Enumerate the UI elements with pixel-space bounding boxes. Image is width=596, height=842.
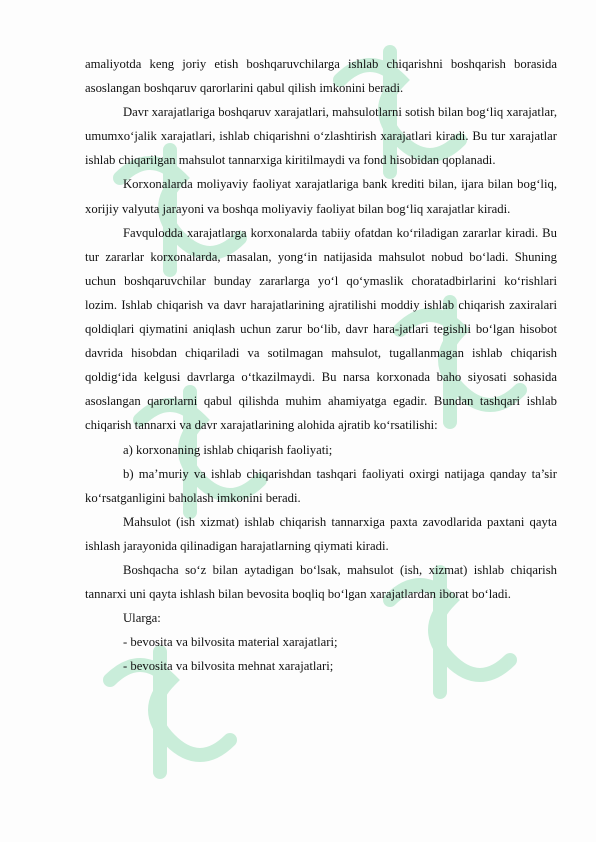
paragraph-5: a) korxonaning ishlab chiqarish faoliyati; bbox=[123, 442, 333, 457]
paragraph-9: Ularga: bbox=[123, 611, 161, 626]
paragraph-1: amaliyotda keng joriy etish boshqaruvchilarga ishlab chiqarishni boshqarish borasida asoslangan boshqaruv qarorlarini qabul qilish imkonini beradi. bbox=[85, 57, 557, 96]
paragraph-2: Davr xarajatlariga boshqaruv xarajatlari, mahsulotlarni sotish bilan bog‘liq xarajatlar, umumxo‘jalik xarajatlari, ishlab chiqarishni o‘zlashtirish xarajatlari kiradi. Bu tur xarajatlar ishlab chiqarilgan mahsulot tannarxiga kiritilmaydi va fond hisobidan qoplanadi. bbox=[85, 105, 557, 168]
paragraph-6: b) ma’muriy va ishlab chiqarishdan tashqari faoliyati oxirgi natijaga qanday ta’sir ko‘rsatganligini baholash imkonini beradi. bbox=[85, 466, 557, 505]
paragraph-3: Korxonalarda moliyaviy faoliyat xarajatlariga bank krediti bilan, ijara bilan bog‘liq, xorijiy valyuta jarayoni va boshqa moliyaviy faoliyat bilan bog‘liq xarajatlar kiradi. bbox=[85, 177, 557, 216]
bullet-list bbox=[85, 630, 557, 678]
paragraph-7: Mahsulot (ish xizmat) ishlab chiqarish tannarxiga paxta zavodlarida paxtani qayta ishlash jarayonida qilinadigan harajatlarning qiymati kiradi. bbox=[85, 514, 557, 553]
paragraph-4: Favqulodda xarajatlarga korxonalarda tabiiy ofatdan ko‘riladigan zararlar kiradi. Bu tur zararlar korxonalarda, masalan, yong‘in natijasida mahsulot nobud bo‘ladi. Shuning uchun boshqaruvchilar bunday zararlarga yo‘l qo‘ymaslik choratadbirlarini ko‘rishlari lozim. Ishlab chiqarish va davr harajatlarining ajratilishi moddiy ishlab chiqarish zaxiralari qoldiqlari qiymatini aniqlash uchun zarur bo‘lib, davr hara-jatlari tegishli bo‘lgan hisobot davrida hisobdan chiqariladi va sotilmagan mahsulot, tugallanmagan ishlab chiqarish qoldig‘ida kelgusi davrlarga o‘tkazilmaydi. Bu narsa korxonada baho siyosati sohasida asoslangan qarorlarni qabul qilishda muhim ahamiyatga egadir. Bundan tashqari ishlab chiqarish tannarxi va davr xarajatlarining alohida ajratib ko‘rsatilishi: bbox=[85, 225, 557, 433]
list-item: - bevosita va bilvosita material xarajatlari; bbox=[123, 635, 338, 650]
document-body bbox=[85, 52, 557, 678]
paragraph-8: Boshqacha so‘z bilan aytadigan bo‘lsak, mahsulot (ish, xizmat) ishlab chiqarish tannarxi uni qayta ishlash bilan bevosita boqliq bo‘lgan xarajatlardan iborat bo‘ladi. bbox=[85, 562, 557, 602]
list-item: - bevosita va bilvosita mehnat xarajatlari; bbox=[123, 659, 334, 674]
